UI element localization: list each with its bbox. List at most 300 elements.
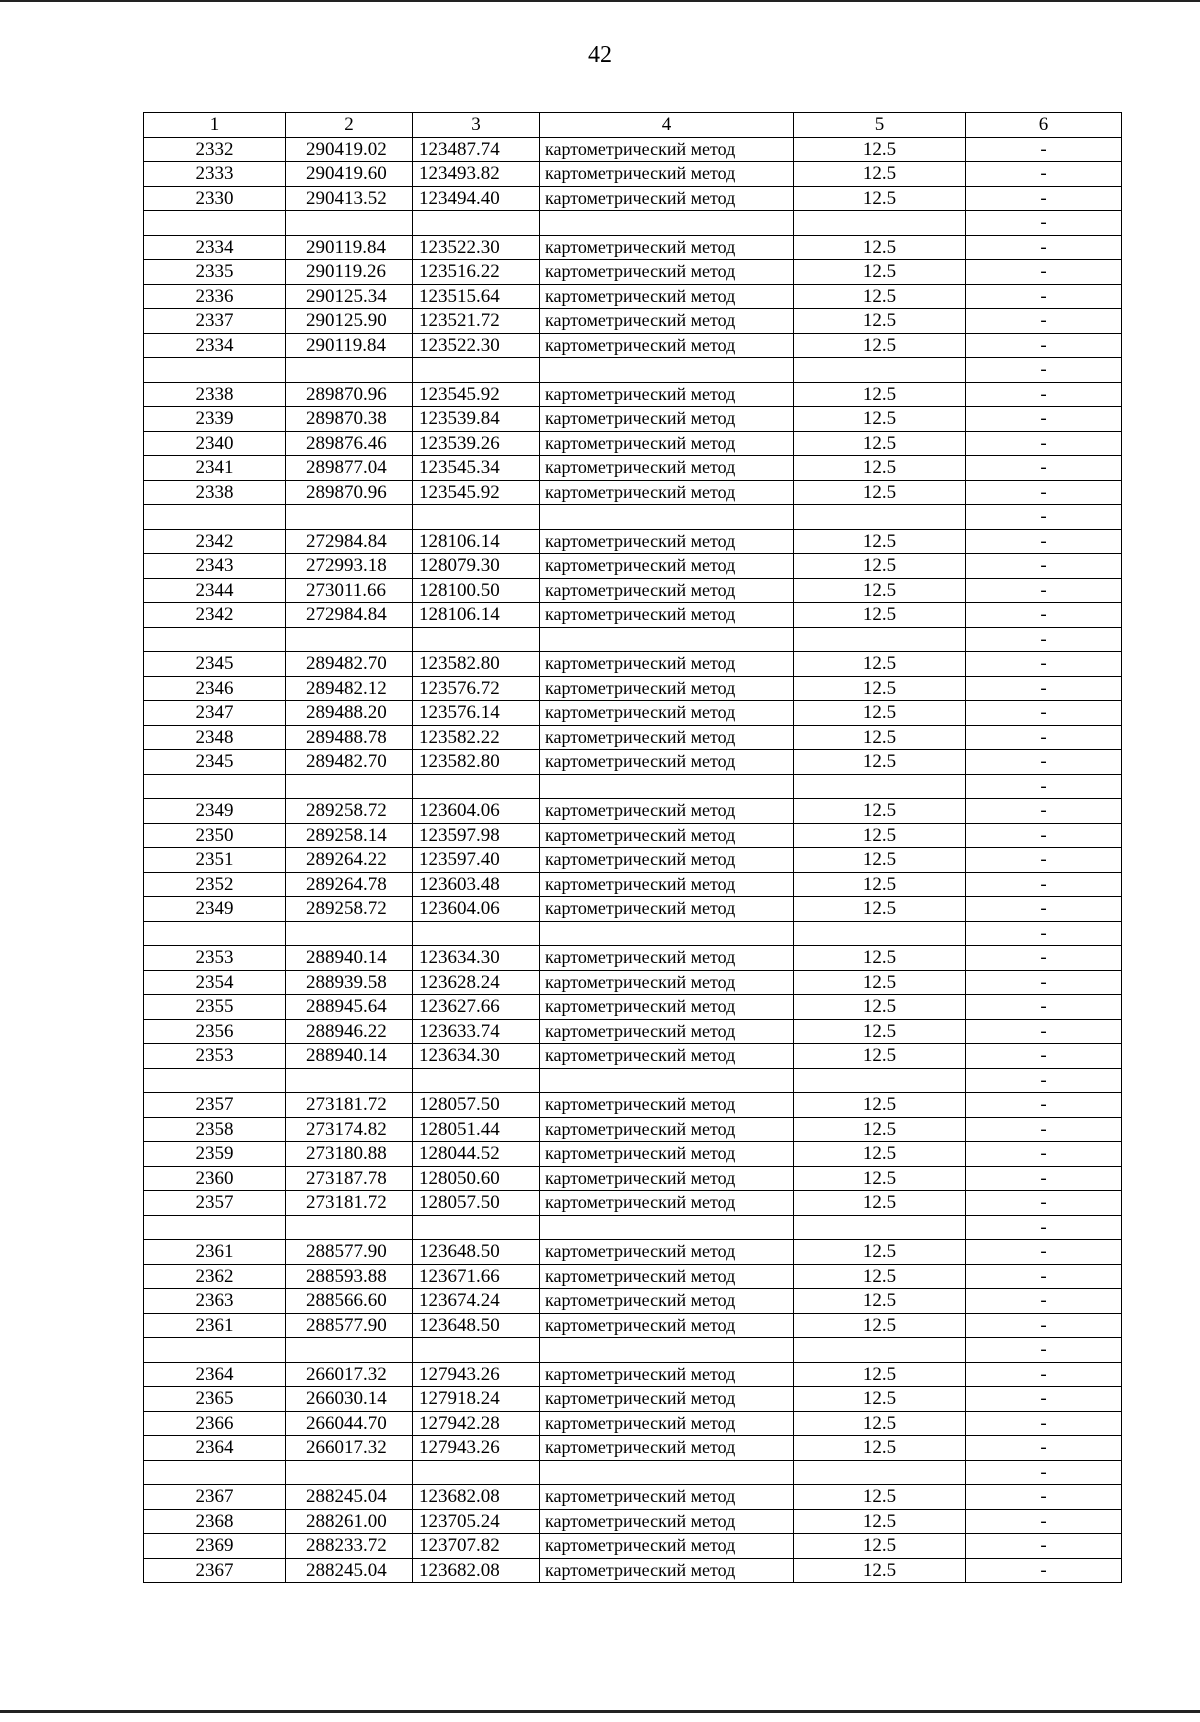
cell-method: картометрический метод xyxy=(540,284,794,309)
cell-note: - xyxy=(966,1191,1122,1216)
cell-method: картометрический метод xyxy=(540,1436,794,1461)
cell-y-coordinate: 123539.26 xyxy=(413,431,540,456)
cell-accuracy: 12.5 xyxy=(794,235,966,260)
table-row xyxy=(144,578,1122,603)
table-row xyxy=(144,1534,1122,1559)
cell-note: - xyxy=(966,407,1122,432)
cell-point-number: 2356 xyxy=(144,1019,286,1044)
cell-method xyxy=(540,774,794,799)
cell-note: - xyxy=(966,750,1122,775)
cell-note: - xyxy=(966,162,1122,187)
cell-y-coordinate xyxy=(413,1338,540,1363)
cell-x-coordinate: 266017.32 xyxy=(286,1362,413,1387)
cell-accuracy: 12.5 xyxy=(794,137,966,162)
cell-method: картометрический метод xyxy=(540,529,794,554)
cell-accuracy: 12.5 xyxy=(794,1191,966,1216)
cell-accuracy xyxy=(794,211,966,236)
cell-note: - xyxy=(966,652,1122,677)
cell-note: - xyxy=(966,1509,1122,1534)
table-row xyxy=(144,1117,1122,1142)
cell-accuracy: 12.5 xyxy=(794,848,966,873)
cell-x-coordinate: 273187.78 xyxy=(286,1166,413,1191)
table-row xyxy=(144,1485,1122,1510)
cell-point-number: 2343 xyxy=(144,554,286,579)
page-number: 42 xyxy=(588,42,612,68)
cell-y-coordinate: 123634.30 xyxy=(413,1044,540,1069)
cell-x-coordinate: 289258.72 xyxy=(286,799,413,824)
cell-y-coordinate: 123545.92 xyxy=(413,480,540,505)
cell-method: картометрический метод xyxy=(540,162,794,187)
cell-x-coordinate: 273180.88 xyxy=(286,1142,413,1167)
cell-accuracy: 12.5 xyxy=(794,407,966,432)
cell-y-coordinate: 123493.82 xyxy=(413,162,540,187)
cell-x-coordinate: 290419.60 xyxy=(286,162,413,187)
cell-point-number: 2366 xyxy=(144,1411,286,1436)
cell-point-number: 2368 xyxy=(144,1509,286,1534)
cell-y-coordinate: 123597.40 xyxy=(413,848,540,873)
cell-y-coordinate: 123545.92 xyxy=(413,382,540,407)
cell-note: - xyxy=(966,1240,1122,1265)
cell-y-coordinate: 127918.24 xyxy=(413,1387,540,1412)
cell-point-number: 2352 xyxy=(144,872,286,897)
cell-note: - xyxy=(966,186,1122,211)
cell-x-coordinate: 289264.78 xyxy=(286,872,413,897)
cell-x-coordinate: 288939.58 xyxy=(286,970,413,995)
cell-y-coordinate: 127942.28 xyxy=(413,1411,540,1436)
cell-point-number: 2362 xyxy=(144,1264,286,1289)
cell-point-number: 2348 xyxy=(144,725,286,750)
cell-note: - xyxy=(966,1436,1122,1461)
cell-point-number: 2333 xyxy=(144,162,286,187)
cell-x-coordinate xyxy=(286,211,413,236)
cell-note: - xyxy=(966,211,1122,236)
cell-method xyxy=(540,1338,794,1363)
cell-x-coordinate: 272984.84 xyxy=(286,603,413,628)
cell-point-number xyxy=(144,1338,286,1363)
cell-accuracy: 12.5 xyxy=(794,1509,966,1534)
table-row xyxy=(144,1044,1122,1069)
cell-accuracy: 12.5 xyxy=(794,897,966,922)
cell-accuracy xyxy=(794,505,966,530)
cell-method: картометрический метод xyxy=(540,1093,794,1118)
cell-method: картометрический метод xyxy=(540,1558,794,1583)
column-header-4: 4 xyxy=(540,113,794,138)
cell-y-coordinate xyxy=(413,1215,540,1240)
cell-y-coordinate xyxy=(413,211,540,236)
cell-x-coordinate: 289876.46 xyxy=(286,431,413,456)
cell-point-number: 2351 xyxy=(144,848,286,873)
table-row xyxy=(144,333,1122,358)
cell-point-number: 2364 xyxy=(144,1436,286,1461)
cell-point-number: 2355 xyxy=(144,995,286,1020)
cell-point-number xyxy=(144,774,286,799)
cell-accuracy xyxy=(794,1338,966,1363)
cell-note: - xyxy=(966,1142,1122,1167)
cell-method xyxy=(540,358,794,383)
cell-note: - xyxy=(966,725,1122,750)
cell-point-number: 2345 xyxy=(144,652,286,677)
cell-accuracy: 12.5 xyxy=(794,799,966,824)
cell-note: - xyxy=(966,505,1122,530)
cell-x-coordinate xyxy=(286,358,413,383)
cell-x-coordinate: 288245.04 xyxy=(286,1558,413,1583)
cell-accuracy: 12.5 xyxy=(794,1534,966,1559)
table-row xyxy=(144,823,1122,848)
cell-point-number xyxy=(144,1068,286,1093)
cell-point-number xyxy=(144,211,286,236)
cell-point-number: 2363 xyxy=(144,1289,286,1314)
cell-note: - xyxy=(966,799,1122,824)
table-row xyxy=(144,1264,1122,1289)
cell-point-number: 2349 xyxy=(144,799,286,824)
cell-point-number: 2357 xyxy=(144,1191,286,1216)
cell-note: - xyxy=(966,1019,1122,1044)
cell-y-coordinate: 123682.08 xyxy=(413,1485,540,1510)
cell-note: - xyxy=(966,235,1122,260)
table-row xyxy=(144,603,1122,628)
cell-accuracy: 12.5 xyxy=(794,1289,966,1314)
cell-point-number: 2369 xyxy=(144,1534,286,1559)
cell-method: картометрический метод xyxy=(540,1362,794,1387)
cell-method: картометрический метод xyxy=(540,848,794,873)
cell-point-number: 2360 xyxy=(144,1166,286,1191)
cell-y-coordinate: 123522.30 xyxy=(413,235,540,260)
cell-method: картометрический метод xyxy=(540,1313,794,1338)
cell-note: - xyxy=(966,382,1122,407)
cell-x-coordinate: 290119.84 xyxy=(286,333,413,358)
cell-note: - xyxy=(966,1558,1122,1583)
table-row xyxy=(144,431,1122,456)
cell-y-coordinate xyxy=(413,627,540,652)
cell-accuracy: 12.5 xyxy=(794,603,966,628)
cell-method: картометрический метод xyxy=(540,652,794,677)
table-row xyxy=(144,1215,1122,1240)
cell-accuracy: 12.5 xyxy=(794,260,966,285)
cell-method: картометрический метод xyxy=(540,676,794,701)
cell-note: - xyxy=(966,897,1122,922)
cell-method xyxy=(540,627,794,652)
top-border-line xyxy=(0,0,1200,2)
cell-method: картометрический метод xyxy=(540,1387,794,1412)
cell-note: - xyxy=(966,872,1122,897)
table-row xyxy=(144,995,1122,1020)
cell-x-coordinate: 273011.66 xyxy=(286,578,413,603)
table-row xyxy=(144,1240,1122,1265)
cell-accuracy: 12.5 xyxy=(794,995,966,1020)
table-row xyxy=(144,1289,1122,1314)
cell-accuracy: 12.5 xyxy=(794,284,966,309)
cell-point-number xyxy=(144,627,286,652)
cell-note: - xyxy=(966,1117,1122,1142)
cell-method: картометрический метод xyxy=(540,382,794,407)
cell-note: - xyxy=(966,1362,1122,1387)
cell-y-coordinate: 123705.24 xyxy=(413,1509,540,1534)
cell-y-coordinate: 123648.50 xyxy=(413,1240,540,1265)
cell-y-coordinate: 128057.50 xyxy=(413,1191,540,1216)
cell-method: картометрический метод xyxy=(540,725,794,750)
cell-point-number: 2338 xyxy=(144,480,286,505)
table-header-row xyxy=(144,113,1122,138)
cell-x-coordinate: 290119.84 xyxy=(286,235,413,260)
cell-note: - xyxy=(966,284,1122,309)
cell-note: - xyxy=(966,431,1122,456)
table-row xyxy=(144,1142,1122,1167)
cell-x-coordinate: 273174.82 xyxy=(286,1117,413,1142)
table-row xyxy=(144,1338,1122,1363)
table-row xyxy=(144,725,1122,750)
cell-x-coordinate: 289258.72 xyxy=(286,897,413,922)
table-row xyxy=(144,946,1122,971)
cell-y-coordinate: 123707.82 xyxy=(413,1534,540,1559)
cell-x-coordinate: 266017.32 xyxy=(286,1436,413,1461)
cell-method: картометрический метод xyxy=(540,333,794,358)
cell-y-coordinate: 123633.74 xyxy=(413,1019,540,1044)
cell-y-coordinate xyxy=(413,505,540,530)
cell-x-coordinate: 290413.52 xyxy=(286,186,413,211)
cell-x-coordinate: 289870.96 xyxy=(286,382,413,407)
cell-method: картометрический метод xyxy=(540,750,794,775)
cell-note: - xyxy=(966,1289,1122,1314)
cell-accuracy: 12.5 xyxy=(794,1411,966,1436)
cell-y-coordinate: 123682.08 xyxy=(413,1558,540,1583)
cell-point-number: 2337 xyxy=(144,309,286,334)
cell-x-coordinate: 288566.60 xyxy=(286,1289,413,1314)
cell-method: картометрический метод xyxy=(540,970,794,995)
table-row xyxy=(144,921,1122,946)
cell-point-number: 2338 xyxy=(144,382,286,407)
cell-accuracy xyxy=(794,1068,966,1093)
cell-point-number: 2353 xyxy=(144,946,286,971)
cell-accuracy: 12.5 xyxy=(794,1240,966,1265)
cell-y-coordinate: 123539.84 xyxy=(413,407,540,432)
cell-method: картометрический метод xyxy=(540,186,794,211)
cell-accuracy: 12.5 xyxy=(794,1166,966,1191)
cell-accuracy: 12.5 xyxy=(794,1558,966,1583)
cell-point-number: 2346 xyxy=(144,676,286,701)
cell-y-coordinate: 123627.66 xyxy=(413,995,540,1020)
cell-x-coordinate: 289482.12 xyxy=(286,676,413,701)
cell-note: - xyxy=(966,529,1122,554)
cell-method: картометрический метод xyxy=(540,1142,794,1167)
cell-method: картометрический метод xyxy=(540,554,794,579)
cell-note: - xyxy=(966,1534,1122,1559)
cell-accuracy: 12.5 xyxy=(794,456,966,481)
table-row xyxy=(144,799,1122,824)
cell-accuracy: 12.5 xyxy=(794,1264,966,1289)
cell-method: картометрический метод xyxy=(540,995,794,1020)
cell-x-coordinate: 272993.18 xyxy=(286,554,413,579)
table-row xyxy=(144,897,1122,922)
cell-x-coordinate: 289264.22 xyxy=(286,848,413,873)
cell-method: картометрический метод xyxy=(540,431,794,456)
cell-accuracy: 12.5 xyxy=(794,970,966,995)
cell-y-coordinate: 123582.80 xyxy=(413,750,540,775)
cell-note: - xyxy=(966,1485,1122,1510)
column-header-2: 2 xyxy=(286,113,413,138)
cell-method: картометрический метод xyxy=(540,1289,794,1314)
cell-accuracy xyxy=(794,358,966,383)
cell-y-coordinate: 127943.26 xyxy=(413,1436,540,1461)
table-row xyxy=(144,1387,1122,1412)
cell-method: картометрический метод xyxy=(540,1411,794,1436)
cell-accuracy: 12.5 xyxy=(794,676,966,701)
cell-y-coordinate: 123494.40 xyxy=(413,186,540,211)
cell-method: картометрический метод xyxy=(540,701,794,726)
table-row xyxy=(144,774,1122,799)
cell-y-coordinate: 123487.74 xyxy=(413,137,540,162)
table-row xyxy=(144,750,1122,775)
cell-note: - xyxy=(966,1338,1122,1363)
cell-note: - xyxy=(966,946,1122,971)
cell-method: картометрический метод xyxy=(540,1191,794,1216)
table-row xyxy=(144,554,1122,579)
table-body xyxy=(144,137,1122,1583)
cell-x-coordinate xyxy=(286,1215,413,1240)
cell-x-coordinate xyxy=(286,1460,413,1485)
cell-y-coordinate xyxy=(413,921,540,946)
cell-note: - xyxy=(966,456,1122,481)
cell-point-number: 2358 xyxy=(144,1117,286,1142)
cell-point-number: 2349 xyxy=(144,897,286,922)
cell-point-number: 2334 xyxy=(144,235,286,260)
cell-note: - xyxy=(966,970,1122,995)
cell-accuracy: 12.5 xyxy=(794,1387,966,1412)
cell-y-coordinate xyxy=(413,1460,540,1485)
cell-note: - xyxy=(966,554,1122,579)
cell-y-coordinate: 128050.60 xyxy=(413,1166,540,1191)
cell-y-coordinate: 127943.26 xyxy=(413,1362,540,1387)
cell-x-coordinate xyxy=(286,505,413,530)
cell-accuracy: 12.5 xyxy=(794,1117,966,1142)
cell-accuracy: 12.5 xyxy=(794,1019,966,1044)
cell-accuracy: 12.5 xyxy=(794,480,966,505)
table-row xyxy=(144,627,1122,652)
cell-accuracy xyxy=(794,627,966,652)
cell-accuracy xyxy=(794,921,966,946)
cell-x-coordinate: 290125.34 xyxy=(286,284,413,309)
cell-method: картометрический метод xyxy=(540,1485,794,1510)
cell-x-coordinate: 288577.90 xyxy=(286,1313,413,1338)
table-row xyxy=(144,407,1122,432)
cell-accuracy: 12.5 xyxy=(794,554,966,579)
cell-method xyxy=(540,1460,794,1485)
cell-point-number: 2359 xyxy=(144,1142,286,1167)
cell-x-coordinate: 289482.70 xyxy=(286,652,413,677)
cell-x-coordinate: 272984.84 xyxy=(286,529,413,554)
cell-x-coordinate: 290125.90 xyxy=(286,309,413,334)
cell-x-coordinate xyxy=(286,921,413,946)
cell-note: - xyxy=(966,1166,1122,1191)
cell-note: - xyxy=(966,137,1122,162)
cell-method: картометрический метод xyxy=(540,1117,794,1142)
table-row xyxy=(144,1460,1122,1485)
cell-y-coordinate: 128106.14 xyxy=(413,603,540,628)
cell-x-coordinate: 288261.00 xyxy=(286,1509,413,1534)
cell-point-number: 2339 xyxy=(144,407,286,432)
cell-point-number: 2361 xyxy=(144,1240,286,1265)
cell-point-number xyxy=(144,1215,286,1240)
cell-x-coordinate: 289258.14 xyxy=(286,823,413,848)
table-row xyxy=(144,1093,1122,1118)
cell-point-number: 2367 xyxy=(144,1485,286,1510)
cell-x-coordinate: 289877.04 xyxy=(286,456,413,481)
cell-y-coordinate: 123648.50 xyxy=(413,1313,540,1338)
table-row xyxy=(144,529,1122,554)
cell-x-coordinate: 288945.64 xyxy=(286,995,413,1020)
cell-accuracy xyxy=(794,774,966,799)
table-row xyxy=(144,1019,1122,1044)
cell-point-number: 2342 xyxy=(144,529,286,554)
cell-method: картометрический метод xyxy=(540,897,794,922)
table-row xyxy=(144,848,1122,873)
cell-method: картометрический метод xyxy=(540,578,794,603)
column-header-6: 6 xyxy=(966,113,1122,138)
cell-y-coordinate: 123604.06 xyxy=(413,897,540,922)
cell-note: - xyxy=(966,848,1122,873)
coordinates-table xyxy=(143,112,1122,1583)
cell-method: картометрический метод xyxy=(540,1166,794,1191)
table-row xyxy=(144,162,1122,187)
cell-x-coordinate: 273181.72 xyxy=(286,1191,413,1216)
cell-point-number: 2342 xyxy=(144,603,286,628)
cell-y-coordinate: 123522.30 xyxy=(413,333,540,358)
column-header-5: 5 xyxy=(794,113,966,138)
table-row xyxy=(144,284,1122,309)
table-row xyxy=(144,1313,1122,1338)
cell-x-coordinate: 288940.14 xyxy=(286,946,413,971)
cell-note: - xyxy=(966,995,1122,1020)
table-row xyxy=(144,480,1122,505)
cell-point-number xyxy=(144,505,286,530)
cell-method xyxy=(540,1215,794,1240)
cell-point-number: 2345 xyxy=(144,750,286,775)
cell-point-number: 2336 xyxy=(144,284,286,309)
cell-y-coordinate: 128100.50 xyxy=(413,578,540,603)
cell-x-coordinate: 273181.72 xyxy=(286,1093,413,1118)
cell-x-coordinate: 288233.72 xyxy=(286,1534,413,1559)
cell-note: - xyxy=(966,1313,1122,1338)
cell-accuracy: 12.5 xyxy=(794,333,966,358)
cell-note: - xyxy=(966,603,1122,628)
cell-x-coordinate: 288245.04 xyxy=(286,1485,413,1510)
cell-method: картометрический метод xyxy=(540,480,794,505)
table-row xyxy=(144,382,1122,407)
cell-point-number xyxy=(144,1460,286,1485)
cell-note: - xyxy=(966,358,1122,383)
cell-x-coordinate: 266030.14 xyxy=(286,1387,413,1412)
column-header-3: 3 xyxy=(413,113,540,138)
cell-x-coordinate: 289488.78 xyxy=(286,725,413,750)
table-row xyxy=(144,676,1122,701)
cell-method xyxy=(540,1068,794,1093)
cell-point-number: 2330 xyxy=(144,186,286,211)
table-row xyxy=(144,1068,1122,1093)
cell-note: - xyxy=(966,627,1122,652)
cell-method: картометрический метод xyxy=(540,872,794,897)
table-row xyxy=(144,186,1122,211)
cell-note: - xyxy=(966,480,1122,505)
table-row xyxy=(144,260,1122,285)
cell-accuracy xyxy=(794,1460,966,1485)
cell-accuracy: 12.5 xyxy=(794,946,966,971)
cell-point-number: 2344 xyxy=(144,578,286,603)
cell-method: картометрический метод xyxy=(540,1019,794,1044)
cell-accuracy: 12.5 xyxy=(794,1313,966,1338)
cell-method xyxy=(540,505,794,530)
cell-method: картометрический метод xyxy=(540,1509,794,1534)
cell-method: картометрический метод xyxy=(540,823,794,848)
cell-y-coordinate: 123582.80 xyxy=(413,652,540,677)
